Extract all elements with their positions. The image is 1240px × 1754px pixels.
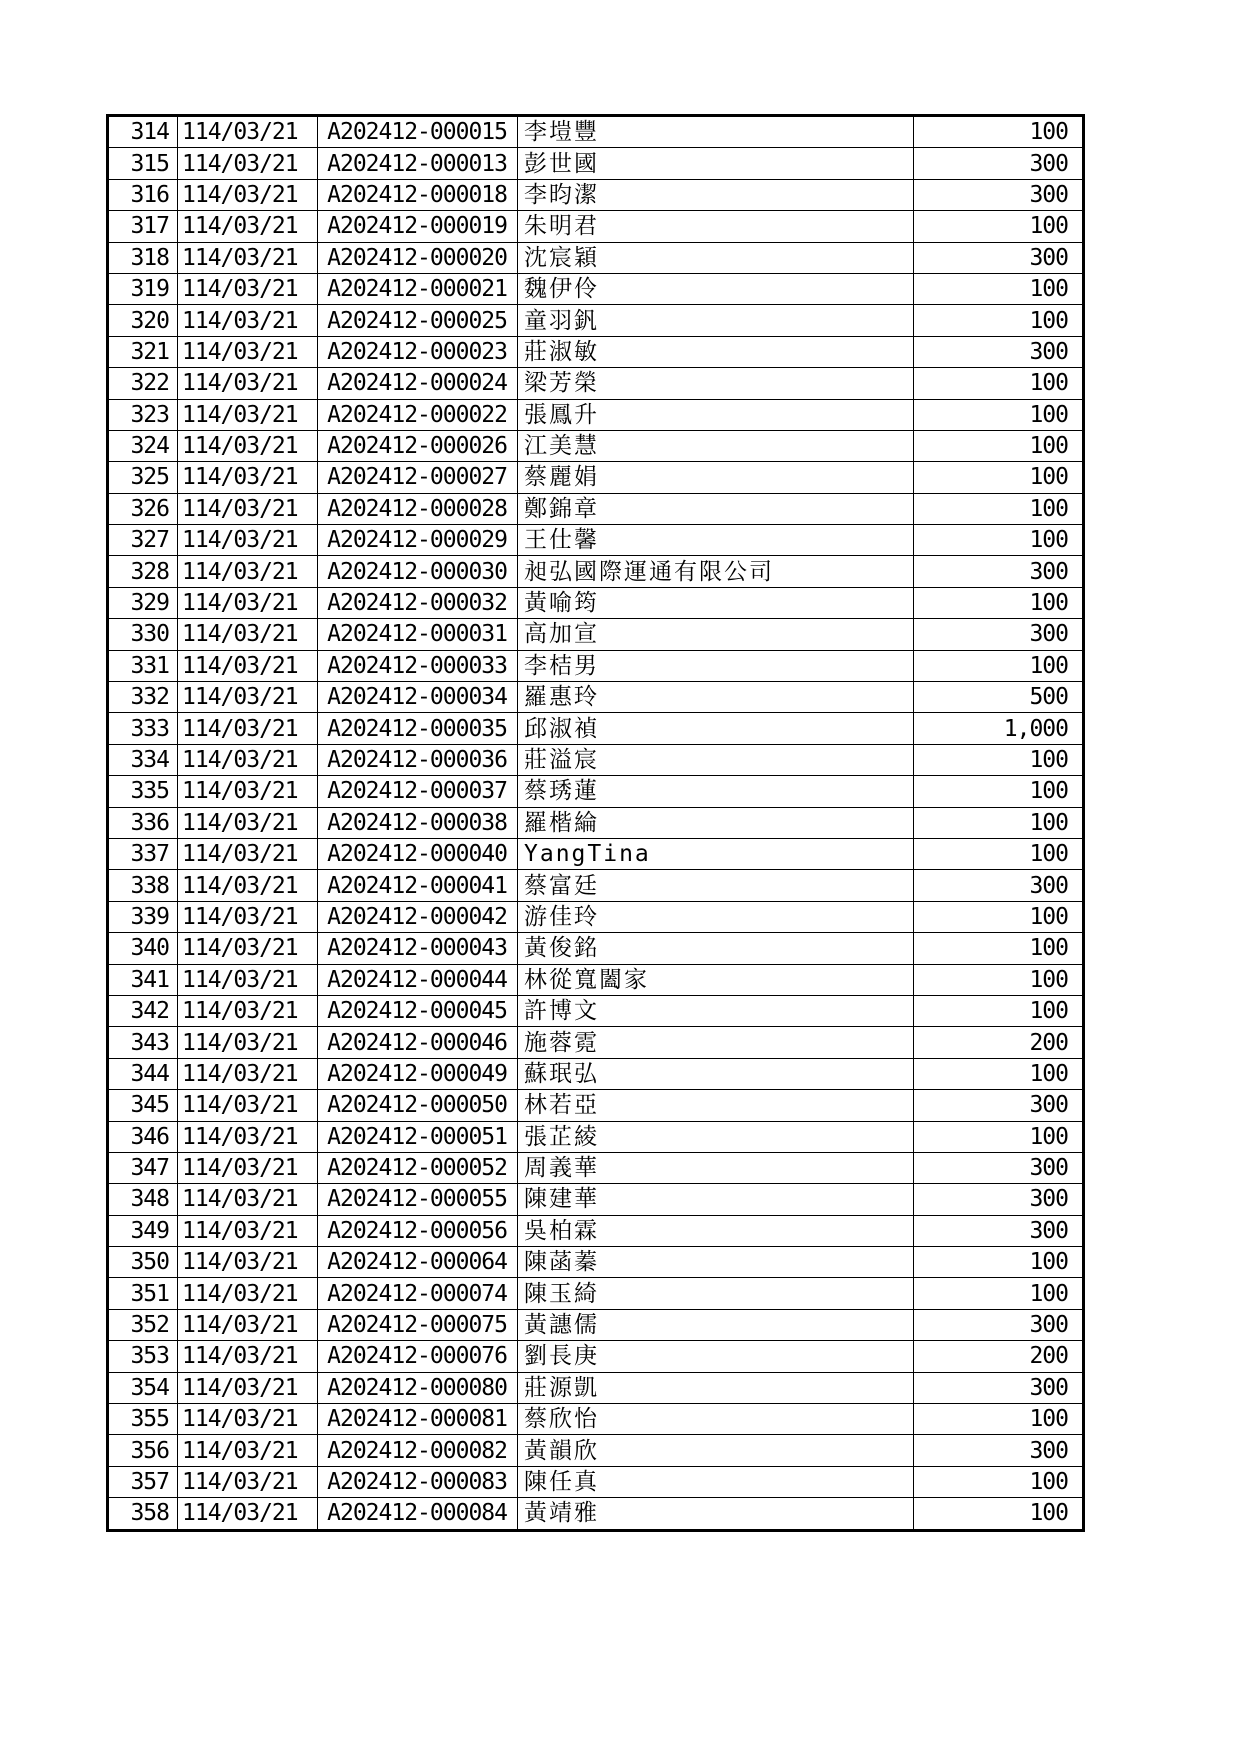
table-row	[108, 1152, 1084, 1183]
cell-date: 114/03/21	[178, 493, 318, 524]
cell-receipt-id: A202412-000024	[318, 368, 518, 399]
cell-receipt-id: A202412-000045	[318, 995, 518, 1026]
cell-row-number: 346	[108, 1121, 178, 1152]
cell-donor-name: 黃譓儒	[518, 1309, 914, 1340]
table-row	[108, 964, 1084, 995]
cell-receipt-id: A202412-000032	[318, 587, 518, 618]
cell-donor-name: 昶弘國際運通有限公司	[518, 556, 914, 587]
cell-donor-name: 施蓉霓	[518, 1027, 914, 1058]
cell-receipt-id: A202412-000028	[318, 493, 518, 524]
cell-receipt-id: A202412-000076	[318, 1341, 518, 1372]
table-row	[108, 116, 1084, 148]
cell-amount: 300	[914, 1372, 1084, 1403]
cell-donor-name: 李塏豐	[518, 116, 914, 148]
cell-donor-name: YangTina	[518, 838, 914, 869]
cell-row-number: 315	[108, 148, 178, 179]
table-row	[108, 1309, 1084, 1340]
cell-donor-name: 張芷綾	[518, 1121, 914, 1152]
cell-receipt-id: A202412-000038	[318, 807, 518, 838]
cell-row-number: 342	[108, 995, 178, 1026]
cell-receipt-id: A202412-000015	[318, 116, 518, 148]
cell-row-number: 316	[108, 179, 178, 210]
cell-amount: 100	[914, 493, 1084, 524]
cell-receipt-id: A202412-000021	[318, 273, 518, 304]
cell-receipt-id: A202412-000030	[318, 556, 518, 587]
cell-amount: 100	[914, 1278, 1084, 1309]
cell-date: 114/03/21	[178, 1372, 318, 1403]
cell-row-number: 337	[108, 838, 178, 869]
cell-receipt-id: A202412-000081	[318, 1404, 518, 1435]
cell-date: 114/03/21	[178, 933, 318, 964]
cell-receipt-id: A202412-000044	[318, 964, 518, 995]
table-row	[108, 462, 1084, 493]
cell-donor-name: 陳任真	[518, 1466, 914, 1497]
cell-date: 114/03/21	[178, 1341, 318, 1372]
cell-row-number: 343	[108, 1027, 178, 1058]
table-row	[108, 1027, 1084, 1058]
cell-row-number: 331	[108, 650, 178, 681]
table-row	[108, 305, 1084, 336]
cell-donor-name: 張鳳升	[518, 399, 914, 430]
cell-row-number: 358	[108, 1498, 178, 1530]
table-row	[108, 336, 1084, 367]
cell-amount: 100	[914, 1466, 1084, 1497]
cell-row-number: 354	[108, 1372, 178, 1403]
cell-donor-name: 江美慧	[518, 430, 914, 461]
cell-amount: 100	[914, 305, 1084, 336]
cell-row-number: 357	[108, 1466, 178, 1497]
cell-amount: 300	[914, 1309, 1084, 1340]
cell-donor-name: 李桔男	[518, 650, 914, 681]
cell-donor-name: 劉長庚	[518, 1341, 914, 1372]
cell-donor-name: 王仕馨	[518, 525, 914, 556]
cell-date: 114/03/21	[178, 336, 318, 367]
table-row	[108, 399, 1084, 430]
cell-row-number: 323	[108, 399, 178, 430]
cell-amount: 100	[914, 462, 1084, 493]
cell-receipt-id: A202412-000080	[318, 1372, 518, 1403]
cell-receipt-id: A202412-000027	[318, 462, 518, 493]
table-row	[108, 995, 1084, 1026]
cell-row-number: 341	[108, 964, 178, 995]
cell-date: 114/03/21	[178, 776, 318, 807]
cell-receipt-id: A202412-000029	[318, 525, 518, 556]
donation-ledger-table	[106, 114, 1085, 1532]
cell-donor-name: 梁芳榮	[518, 368, 914, 399]
cell-row-number: 330	[108, 619, 178, 650]
cell-receipt-id: A202412-000026	[318, 430, 518, 461]
cell-receipt-id: A202412-000051	[318, 1121, 518, 1152]
cell-row-number: 350	[108, 1247, 178, 1278]
cell-receipt-id: A202412-000023	[318, 336, 518, 367]
table-row	[108, 776, 1084, 807]
table-row	[108, 242, 1084, 273]
cell-date: 114/03/21	[178, 619, 318, 650]
cell-receipt-id: A202412-000074	[318, 1278, 518, 1309]
cell-date: 114/03/21	[178, 305, 318, 336]
cell-row-number: 355	[108, 1404, 178, 1435]
cell-amount: 100	[914, 1404, 1084, 1435]
cell-row-number: 352	[108, 1309, 178, 1340]
table-row	[108, 682, 1084, 713]
cell-date: 114/03/21	[178, 430, 318, 461]
cell-row-number: 317	[108, 211, 178, 242]
cell-donor-name: 周義華	[518, 1152, 914, 1183]
cell-amount: 100	[914, 807, 1084, 838]
cell-amount: 300	[914, 1090, 1084, 1121]
cell-date: 114/03/21	[178, 242, 318, 273]
cell-row-number: 353	[108, 1341, 178, 1372]
cell-row-number: 320	[108, 305, 178, 336]
table-row	[108, 1435, 1084, 1466]
table-row	[108, 587, 1084, 618]
cell-donor-name: 陳建華	[518, 1184, 914, 1215]
table-row	[108, 273, 1084, 304]
table-row	[108, 933, 1084, 964]
cell-donor-name: 吳柏霖	[518, 1215, 914, 1246]
cell-donor-name: 莊淑敏	[518, 336, 914, 367]
cell-date: 114/03/21	[178, 650, 318, 681]
cell-date: 114/03/21	[178, 1498, 318, 1530]
cell-date: 114/03/21	[178, 870, 318, 901]
cell-donor-name: 游佳玲	[518, 901, 914, 932]
cell-receipt-id: A202412-000035	[318, 713, 518, 744]
cell-amount: 300	[914, 242, 1084, 273]
cell-date: 114/03/21	[178, 995, 318, 1026]
cell-date: 114/03/21	[178, 1278, 318, 1309]
cell-donor-name: 沈宸穎	[518, 242, 914, 273]
cell-donor-name: 羅楷綸	[518, 807, 914, 838]
cell-row-number: 336	[108, 807, 178, 838]
cell-amount: 300	[914, 1215, 1084, 1246]
cell-date: 114/03/21	[178, 1215, 318, 1246]
cell-receipt-id: A202412-000056	[318, 1215, 518, 1246]
table-row	[108, 1121, 1084, 1152]
cell-donor-name: 林若亞	[518, 1090, 914, 1121]
cell-receipt-id: A202412-000052	[318, 1152, 518, 1183]
cell-donor-name: 羅惠玲	[518, 682, 914, 713]
cell-date: 114/03/21	[178, 1466, 318, 1497]
cell-date: 114/03/21	[178, 713, 318, 744]
table-row	[108, 838, 1084, 869]
cell-amount: 100	[914, 116, 1084, 148]
cell-amount: 100	[914, 1058, 1084, 1089]
cell-date: 114/03/21	[178, 901, 318, 932]
cell-date: 114/03/21	[178, 587, 318, 618]
table-row	[108, 1404, 1084, 1435]
cell-donor-name: 鄭錦章	[518, 493, 914, 524]
cell-receipt-id: A202412-000018	[318, 179, 518, 210]
cell-amount: 100	[914, 399, 1084, 430]
cell-amount: 300	[914, 1184, 1084, 1215]
cell-donor-name: 黃喻筠	[518, 587, 914, 618]
cell-date: 114/03/21	[178, 1090, 318, 1121]
table-row	[108, 807, 1084, 838]
cell-receipt-id: A202412-000083	[318, 1466, 518, 1497]
table-row	[108, 1278, 1084, 1309]
cell-row-number: 344	[108, 1058, 178, 1089]
cell-donor-name: 彭世國	[518, 148, 914, 179]
table-row	[108, 870, 1084, 901]
table-row	[108, 619, 1084, 650]
cell-donor-name: 蔡琇蓮	[518, 776, 914, 807]
cell-amount: 100	[914, 995, 1084, 1026]
cell-row-number: 327	[108, 525, 178, 556]
cell-receipt-id: A202412-000084	[318, 1498, 518, 1530]
cell-amount: 100	[914, 1498, 1084, 1530]
cell-row-number: 321	[108, 336, 178, 367]
cell-donor-name: 陳玉綺	[518, 1278, 914, 1309]
table-row	[108, 744, 1084, 775]
table-row	[108, 1215, 1084, 1246]
cell-amount: 500	[914, 682, 1084, 713]
cell-amount: 100	[914, 964, 1084, 995]
table-row	[108, 1058, 1084, 1089]
ledger-body	[108, 116, 1084, 1531]
cell-date: 114/03/21	[178, 1027, 318, 1058]
cell-row-number: 326	[108, 493, 178, 524]
table-row	[108, 1247, 1084, 1278]
cell-row-number: 333	[108, 713, 178, 744]
cell-amount: 200	[914, 1027, 1084, 1058]
table-row	[108, 1341, 1084, 1372]
cell-row-number: 338	[108, 870, 178, 901]
cell-date: 114/03/21	[178, 744, 318, 775]
cell-date: 114/03/21	[178, 148, 318, 179]
cell-receipt-id: A202412-000042	[318, 901, 518, 932]
table-row	[108, 1466, 1084, 1497]
cell-amount: 100	[914, 525, 1084, 556]
cell-amount: 100	[914, 1121, 1084, 1152]
cell-donor-name: 莊源凱	[518, 1372, 914, 1403]
table-row	[108, 148, 1084, 179]
cell-amount: 100	[914, 430, 1084, 461]
cell-date: 114/03/21	[178, 1184, 318, 1215]
cell-row-number: 339	[108, 901, 178, 932]
cell-row-number: 335	[108, 776, 178, 807]
cell-amount: 100	[914, 587, 1084, 618]
cell-row-number: 356	[108, 1435, 178, 1466]
cell-receipt-id: A202412-000034	[318, 682, 518, 713]
cell-row-number: 324	[108, 430, 178, 461]
cell-amount: 300	[914, 148, 1084, 179]
cell-row-number: 345	[108, 1090, 178, 1121]
cell-row-number: 349	[108, 1215, 178, 1246]
cell-amount: 100	[914, 776, 1084, 807]
cell-receipt-id: A202412-000013	[318, 148, 518, 179]
cell-amount: 100	[914, 273, 1084, 304]
cell-donor-name: 邱淑禎	[518, 713, 914, 744]
cell-receipt-id: A202412-000075	[318, 1309, 518, 1340]
cell-donor-name: 蔡麗娟	[518, 462, 914, 493]
cell-donor-name: 蔡欣怡	[518, 1404, 914, 1435]
cell-row-number: 319	[108, 273, 178, 304]
cell-date: 114/03/21	[178, 964, 318, 995]
cell-date: 114/03/21	[178, 399, 318, 430]
table-row	[108, 1184, 1084, 1215]
cell-row-number: 314	[108, 116, 178, 148]
cell-date: 114/03/21	[178, 179, 318, 210]
cell-donor-name: 魏伊伶	[518, 273, 914, 304]
cell-date: 114/03/21	[178, 1058, 318, 1089]
table-row	[108, 211, 1084, 242]
cell-date: 114/03/21	[178, 1309, 318, 1340]
cell-receipt-id: A202412-000055	[318, 1184, 518, 1215]
cell-amount: 1,000	[914, 713, 1084, 744]
cell-receipt-id: A202412-000025	[318, 305, 518, 336]
cell-amount: 300	[914, 1152, 1084, 1183]
cell-amount: 100	[914, 901, 1084, 932]
cell-date: 114/03/21	[178, 116, 318, 148]
table-row	[108, 368, 1084, 399]
cell-receipt-id: A202412-000019	[318, 211, 518, 242]
cell-amount: 100	[914, 744, 1084, 775]
cell-row-number: 347	[108, 1152, 178, 1183]
cell-donor-name: 莊溢宸	[518, 744, 914, 775]
cell-row-number: 351	[108, 1278, 178, 1309]
cell-date: 114/03/21	[178, 838, 318, 869]
cell-donor-name: 陳菡蓁	[518, 1247, 914, 1278]
cell-receipt-id: A202412-000049	[318, 1058, 518, 1089]
cell-receipt-id: A202412-000046	[318, 1027, 518, 1058]
cell-donor-name: 朱明君	[518, 211, 914, 242]
cell-amount: 100	[914, 1247, 1084, 1278]
cell-amount: 300	[914, 1435, 1084, 1466]
cell-date: 114/03/21	[178, 462, 318, 493]
table-row	[108, 713, 1084, 744]
table-row	[108, 1090, 1084, 1121]
table-row	[108, 1372, 1084, 1403]
cell-donor-name: 黃韻欣	[518, 1435, 914, 1466]
cell-receipt-id: A202412-000020	[318, 242, 518, 273]
cell-donor-name: 童羽釩	[518, 305, 914, 336]
cell-amount: 100	[914, 211, 1084, 242]
cell-donor-name: 林從寬闔家	[518, 964, 914, 995]
cell-receipt-id: A202412-000040	[318, 838, 518, 869]
cell-date: 114/03/21	[178, 1121, 318, 1152]
cell-donor-name: 蘇珉弘	[518, 1058, 914, 1089]
cell-amount: 300	[914, 556, 1084, 587]
cell-date: 114/03/21	[178, 1435, 318, 1466]
table-row	[108, 1498, 1084, 1530]
cell-receipt-id: A202412-000064	[318, 1247, 518, 1278]
cell-amount: 100	[914, 838, 1084, 869]
cell-amount: 300	[914, 336, 1084, 367]
cell-donor-name: 李昀潔	[518, 179, 914, 210]
cell-receipt-id: A202412-000041	[318, 870, 518, 901]
cell-receipt-id: A202412-000022	[318, 399, 518, 430]
cell-date: 114/03/21	[178, 1404, 318, 1435]
cell-amount: 300	[914, 619, 1084, 650]
cell-amount: 200	[914, 1341, 1084, 1372]
cell-donor-name: 許博文	[518, 995, 914, 1026]
table-row	[108, 556, 1084, 587]
cell-amount: 300	[914, 179, 1084, 210]
cell-row-number: 318	[108, 242, 178, 273]
cell-receipt-id: A202412-000037	[318, 776, 518, 807]
cell-donor-name: 蔡富廷	[518, 870, 914, 901]
table-row	[108, 493, 1084, 524]
cell-amount: 300	[914, 870, 1084, 901]
cell-receipt-id: A202412-000043	[318, 933, 518, 964]
cell-date: 114/03/21	[178, 211, 318, 242]
cell-donor-name: 黃俊銘	[518, 933, 914, 964]
cell-date: 114/03/21	[178, 807, 318, 838]
cell-receipt-id: A202412-000050	[318, 1090, 518, 1121]
cell-date: 114/03/21	[178, 1152, 318, 1183]
cell-receipt-id: A202412-000033	[318, 650, 518, 681]
table-row	[108, 430, 1084, 461]
cell-date: 114/03/21	[178, 368, 318, 399]
cell-row-number: 332	[108, 682, 178, 713]
table-row	[108, 901, 1084, 932]
cell-receipt-id: A202412-000082	[318, 1435, 518, 1466]
cell-amount: 100	[914, 650, 1084, 681]
cell-donor-name: 黃靖雅	[518, 1498, 914, 1530]
cell-date: 114/03/21	[178, 525, 318, 556]
cell-row-number: 348	[108, 1184, 178, 1215]
cell-row-number: 322	[108, 368, 178, 399]
cell-row-number: 329	[108, 587, 178, 618]
cell-amount: 100	[914, 933, 1084, 964]
cell-date: 114/03/21	[178, 1247, 318, 1278]
cell-date: 114/03/21	[178, 556, 318, 587]
cell-row-number: 334	[108, 744, 178, 775]
cell-date: 114/03/21	[178, 682, 318, 713]
cell-receipt-id: A202412-000031	[318, 619, 518, 650]
cell-receipt-id: A202412-000036	[318, 744, 518, 775]
cell-amount: 100	[914, 368, 1084, 399]
cell-row-number: 340	[108, 933, 178, 964]
cell-row-number: 328	[108, 556, 178, 587]
cell-date: 114/03/21	[178, 273, 318, 304]
cell-row-number: 325	[108, 462, 178, 493]
cell-donor-name: 高加宣	[518, 619, 914, 650]
table-row	[108, 650, 1084, 681]
table-row	[108, 525, 1084, 556]
table-row	[108, 179, 1084, 210]
